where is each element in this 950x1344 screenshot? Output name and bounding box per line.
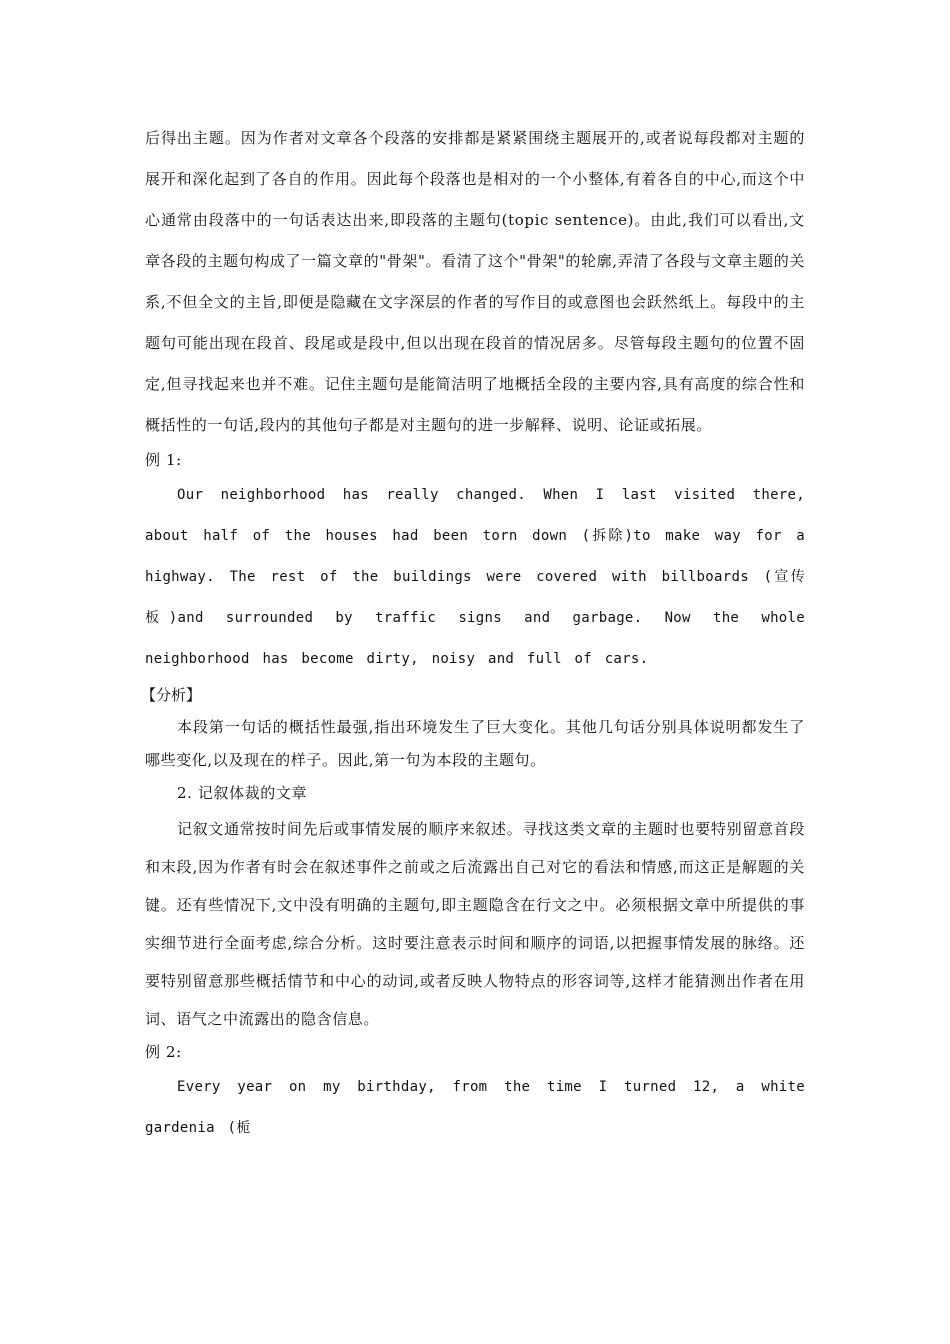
analysis-paragraph: 本段第一句话的概括性最强,指出环境发生了巨大变化。其他几句话分别具体说明都发生了哪些变化,以及现在的样子。因此,第一句为本段的主题句。 (145, 718, 805, 769)
example-2-passage: Every year on my birthday, from the time I turned 12, a white gardenia (栀 (145, 1079, 805, 1136)
intro-paragraph: 后得出主题。因为作者对文章各个段落的安排都是紧紧围绕主题展开的,或者说每段都对主题的展开和深化起到了各自的作用。因此每个段落也是相对的一个小整体,有着各自的中心,而这个中心通常由段落中的一句话表达出来,即段落的主题句(topic sentence)。由此,我们可以看出,文章各段的主题句构成了一篇文章的"骨架"。看清了这个"骨架"的轮廓,弄清了各段与文章主题的关系,不但全文的主旨,即便是隐藏在文字深层的作者的写作目的或意图也会跃然纸上。每段中的主题句可能出现在段首、段尾或是段中,但以出现在段首的情况居多。尽管每段主题句的位置不固定,但寻找起来也并不难。记住主题句是能简洁明了地概括全段的主要内容,具有高度的综合性和概括性的一句话,段内的其他句子都是对主题句的进一步解释、说明、论证或拓展。 (145, 129, 805, 434)
section-2-heading: 2. 记叙体裁的文章 (177, 784, 308, 802)
example-1-passage: Our neighborhood has really changed. When I last visited there, about half of the houses had been torn down (拆除)to make way for a highway. The rest of the buildings were covered with billboards (宣传板)and surrounded by traffic signs and garbage. Now the whole neighborhood has become dirty, noisy and full of cars. (145, 487, 805, 667)
section-2-paragraph: 记叙文通常按时间先后或事情发展的顺序来叙述。寻找这类文章的主题时也要特别留意首段和末段,因为作者有时会在叙述事件之前或之后流露出自己对它的看法和情感,而这正是解题的关键。还有些情况下,文中没有明确的主题句,即主题隐含在行文之中。必须根据文章中所提供的事实细节进行全面考虑,综合分析。这时要注意表示时间和顺序的词语,以把握事情发展的脉络。还要特别留意那些概括情节和中心的动词,或者反映人物特点的形容词等,这样才能猜测出作者在用词、语气之中流露出的隐含信息。 (145, 820, 805, 1028)
analysis-label: 【分析】 (141, 686, 202, 704)
document-body (141, 118, 805, 1149)
example-2-label: 例 2: (145, 1043, 182, 1061)
example-1-label: 例 1: (145, 451, 182, 469)
